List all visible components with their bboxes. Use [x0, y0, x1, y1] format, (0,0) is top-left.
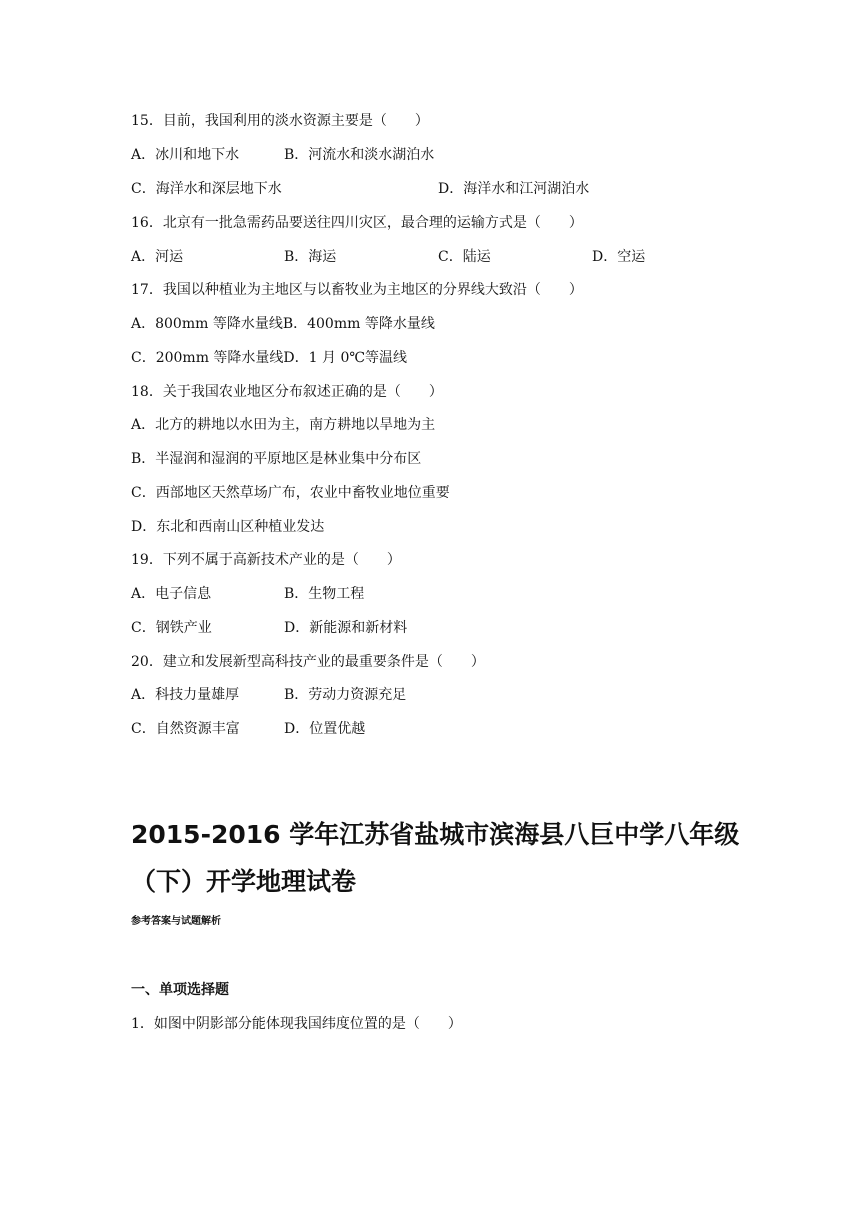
question-16-option-a: A．河运 [131, 249, 184, 265]
question-20-option-c: C．自然资源丰富 [131, 721, 240, 737]
question-16-stem: 16．北京有一批急需药品要送往四川灾区，最合理的运输方式是（ ） [131, 215, 583, 231]
question-1-stem: 1．如图中阴影部分能体现我国纬度位置的是（ ） [131, 1016, 462, 1032]
question-16-option-b: B．海运 [284, 249, 337, 265]
answer-title-line-2: （下）开学地理试卷 [131, 867, 357, 896]
question-20-option-a: A．科技力量雄厚 [131, 687, 240, 703]
question-20-option-d: D．位置优越 [284, 721, 366, 737]
question-19-option-c: C．钢铁产业 [131, 620, 212, 636]
question-19-stem: 19．下列不属于高新技术产业的是（ ） [131, 552, 401, 568]
question-17-options-cd: C．200mm 等降水量线D．1 月 0℃等温线 [131, 350, 408, 366]
question-15-option-a: A．冰川和地下水 [131, 147, 240, 163]
question-19-option-d: D．新能源和新材料 [284, 620, 408, 636]
question-17-options-ab: A．800mm 等降水量线B．400mm 等降水量线 [131, 316, 435, 332]
question-20-option-b: B．劳动力资源充足 [284, 687, 407, 703]
question-15-stem: 15．目前，我国利用的淡水资源主要是（ ） [131, 113, 429, 129]
section-heading: 一、单项选择题 [131, 982, 229, 998]
question-18-option-d: D．东北和西南山区种植业发达 [131, 519, 325, 535]
question-18-option-a: A．北方的耕地以水田为主，南方耕地以旱地为主 [131, 417, 436, 433]
question-18-option-c: C．西部地区天然草场广布，农业中畜牧业地位重要 [131, 485, 450, 501]
question-15-option-d: D．海洋水和江河湖泊水 [438, 181, 590, 197]
question-15-option-c: C．海洋水和深层地下水 [131, 181, 282, 197]
question-19-option-b: B．生物工程 [284, 586, 365, 602]
question-16-option-c: C．陆运 [438, 249, 491, 265]
question-20-stem: 20．建立和发展新型高科技产业的最重要条件是（ ） [131, 654, 485, 670]
question-16-option-d: D．空运 [592, 249, 646, 265]
answer-title-line-1: 2015-2016 学年江苏省盐城市滨海县八巨中学八年级 [131, 820, 740, 849]
question-15-option-b: B．河流水和淡水湖泊水 [284, 147, 435, 163]
question-17-stem: 17．我国以种植业为主地区与以畜牧业为主地区的分界线大致沿（ ） [131, 282, 583, 298]
question-19-option-a: A．电子信息 [131, 586, 212, 602]
question-18-option-b: B．半湿润和湿润的平原地区是林业集中分布区 [131, 451, 422, 467]
answer-subtitle: 参考答案与试题解析 [131, 916, 221, 927]
question-18-stem: 18．关于我国农业地区分布叙述正确的是（ ） [131, 384, 443, 400]
